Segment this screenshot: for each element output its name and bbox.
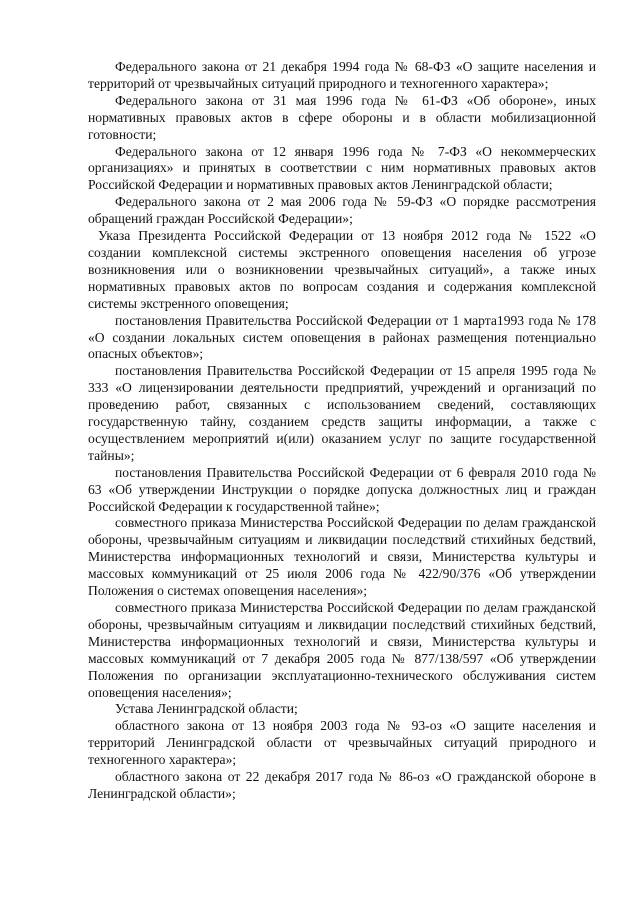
paragraph-fz-59: Федерального закона от 2 мая 2006 года № 59-ФЗ «О порядке рассмотрения обращений граждан Российской Федерации»; (88, 194, 596, 227)
paragraph-ustav: Устава Ленинградской области; (115, 701, 298, 717)
paragraph-postanovlenie-178: постановления Правительства Российской Федерации от 1 марта1993 года № 178 «О создании локальных систем оповещения в районах размещения потенциально опасных объектов»; (88, 312, 596, 362)
paragraph-oz-93: областного закона от 13 ноября 2003 года № 93-оз «О защите населения и территорий Ленинградской области от чрезвычайных ситуаций природного и техногенного характера»; (88, 718, 596, 768)
paragraph-oz-86: областного закона от 22 декабря 2017 года № 86-оз «О гражданской обороне в Ленинградской области»; (88, 769, 596, 801)
paragraph-fz-68: Федерального закона от 21 декабря 1994 года № 68-ФЗ «О защите населения и территорий от чрезвычайных ситуаций природного и техногенного характера»; (88, 59, 596, 91)
paragraph-prikaz-877: совместного приказа Министерства Российской Федерации по делам гражданской обороны, чрезвычайным ситуациям и ликвидации последствий стихийных бедствий, Министерства информационных технологий и связи, Министерства культуры и массовых коммуникаций от 7 декабря 2005 года № 877/138/597 «Об утверждении Положения по организации эксплуатационно-технического обслуживания систем оповещения населения»; (88, 600, 596, 700)
paragraph-fz-61: Федерального закона от 31 мая 1996 года № 61-ФЗ «Об обороне», иных нормативных правовых актов в сфере обороны и в области мобилизационной готовности; (88, 92, 596, 142)
paragraph-prikaz-422: совместного приказа Министерства Российской Федерации по делам гражданской обороны, чрезвычайным ситуациям и ликвидации последствий стихийных бедствий, Министерства информационных технологий и связи, Министерства культуры и массовых коммуникаций от 25 июля 2006 года № 422/90/376 «Об утверждении Положения о системах оповещения населения»; (88, 515, 596, 599)
paragraph-fz-7: Федерального закона от 12 января 1996 года № 7-ФЗ «О некоммерческих организациях» и принятых в соответствии с ним нормативных правовых актов Российской Федерации и нормативных правовых актов Ленинградской области; (88, 143, 596, 193)
document-page (88, 59, 596, 803)
paragraph-ukaz-1522: Указа Президента Российской Федерации от 13 ноября 2012 года № 1522 «О создании комплексной системы экстренного оповещения населения об угрозе возникновения или о возникновении чрезвычайных ситуаций», а также иных нормативных правовых актов по вопросам создания и содержания комплексной системы экстренного оповещения; (88, 228, 596, 311)
paragraph-postanovlenie-333: постановления Правительства Российской Федерации от 15 апреля 1995 года № 333 «О лицензировании деятельности предприятий, учреждений и организаций по проведению работ, связанных с использованием сведений, составляющих государственную тайну, созданием средств защиты информации, а также с осуществлением мероприятий и(или) оказанием услуг по защите государственной тайны»; (88, 363, 596, 463)
paragraph-postanovlenie-63: постановления Правительства Российской Федерации от 6 февраля 2010 года № 63 «Об утверждении Инструкции о порядке допуска должностных лиц и граждан Российской Федерации к государственной тайне»; (88, 464, 596, 514)
